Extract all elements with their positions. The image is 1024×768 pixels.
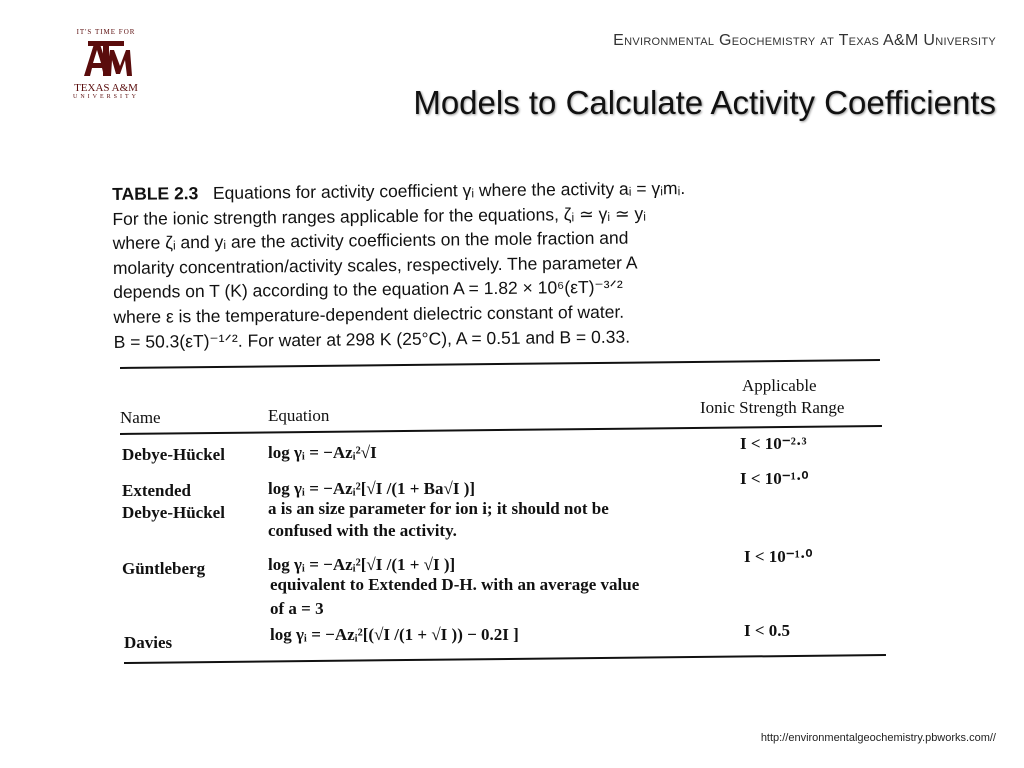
row-equation-note-1: equivalent to Extended D-H. with an average value	[270, 575, 640, 594]
row-name: Güntleberg	[122, 559, 206, 578]
row-name: Davies	[124, 633, 173, 652]
row-name: Debye-Hückel	[122, 445, 225, 464]
caption-text-1: Equations for activity coefficient γᵢ where the activity aᵢ = γᵢmᵢ.	[212, 177, 686, 203]
table-caption	[112, 174, 894, 354]
caption-line-2: For the ionic strength ranges applicable for the equations, ζᵢ ≃ γᵢ ≃ yᵢ	[112, 203, 647, 229]
logo-university: UNIVERSITY	[73, 94, 139, 100]
row-equation: log γᵢ = −Azᵢ²[√I /(1 + √I )]	[268, 555, 456, 574]
col-header-equation: Equation	[268, 406, 330, 425]
row-equation: log γᵢ = −Azᵢ²[√I /(1 + Ba√I )]	[268, 479, 476, 498]
row-range: I < 10⁻¹·⁰	[740, 469, 809, 488]
col-header-range-1: Applicable	[742, 376, 817, 395]
row-equation-note-1: a is an size parameter for ion i; it should not be	[268, 499, 609, 518]
row-equation: log γᵢ = −Azᵢ²√I	[268, 443, 377, 462]
row-name-line2: Debye-Hückel	[122, 503, 225, 522]
row-equation-note-2: of a = 3	[270, 599, 324, 618]
course-header: Environmental Geochemistry at Texas A&M University	[613, 32, 996, 49]
atm-emblem-icon	[80, 38, 132, 80]
col-header-range-2: Ionic Strength Range	[700, 398, 845, 417]
row-equation-note-2: confused with the activity.	[268, 521, 457, 540]
row-name: Extended	[122, 481, 191, 500]
caption-line-7: B = 50.3(εT)⁻¹ᐟ². For water at 298 K (25°C), A = 0.51 and B = 0.33.	[113, 326, 631, 352]
logo-tagline: IT'S TIME FOR	[76, 28, 136, 36]
row-range: I < 0.5	[744, 621, 791, 640]
caption-label: TABLE 2.3	[112, 183, 199, 204]
row-equation: log γᵢ = −Azᵢ²[(√I /(1 + √I )) − 0.2I ]	[270, 625, 519, 644]
col-header-name: Name	[120, 408, 161, 427]
tamu-logo	[62, 28, 150, 100]
page-title: Models to Calculate Activity Coefficients	[413, 84, 996, 121]
row-range: I < 10⁻¹·⁰	[744, 547, 813, 566]
caption-line-3: where ζᵢ and yᵢ are the activity coefficients on the mole fraction and	[112, 227, 629, 254]
logo-name: TEXAS A&M	[74, 82, 138, 94]
caption-line-4: molarity concentration/activity scales, respectively. The parameter A	[112, 252, 638, 278]
table-top-rule	[120, 359, 880, 369]
source-url: http://environmentalgeochemistry.pbworks.com//	[760, 732, 996, 744]
caption-line-5: depends on T (K) according to the equation A = 1.82 × 10⁶(εT)⁻³ᐟ²	[113, 277, 623, 303]
caption-line-6: where ε is the temperature-dependent dielectric constant of water.	[113, 301, 625, 327]
table-bottom-rule	[124, 654, 886, 664]
row-range: I < 10⁻²·³	[740, 434, 807, 453]
